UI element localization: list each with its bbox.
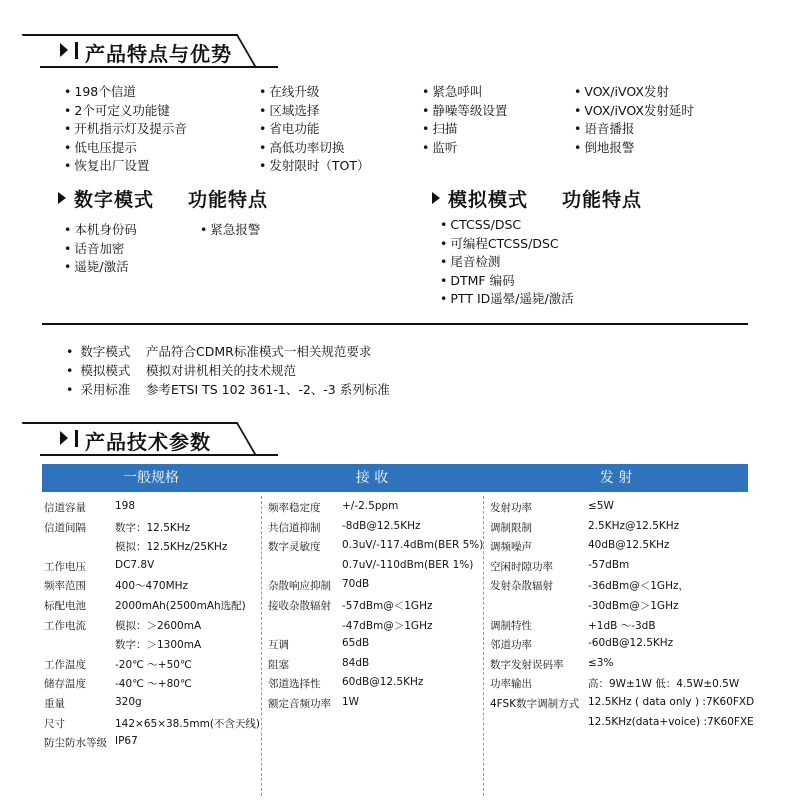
- header-receive: 接 收: [355, 470, 389, 486]
- feature-item: • 扫描: [422, 120, 507, 139]
- feature-item: • 在线升级: [259, 83, 370, 102]
- receive-spec-label: 数字灵敏度: [268, 541, 321, 554]
- receive-spec-value: 65dB: [342, 637, 370, 650]
- transmit-spec-label: 发射杂散辐射: [490, 580, 553, 593]
- feature-item: • VOX/iVOX发射延时: [574, 102, 694, 121]
- general-spec-label: 防尘防水等级: [44, 737, 107, 750]
- transmit-spec-label: 空闲时隙功率: [490, 560, 553, 573]
- transmit-spec-value: 2.5KHz@12.5KHz: [588, 519, 680, 532]
- analog-title: 模拟模式: [448, 189, 529, 211]
- triangle-icon: [60, 43, 68, 57]
- feature-item: • 恢复出厂设置: [64, 157, 187, 176]
- standard-label: • 模拟模式: [66, 361, 142, 380]
- general-spec-value: 数字：＞1300mA: [115, 639, 202, 652]
- receive-spec-value: -47dBm@＞1GHz: [342, 619, 433, 632]
- analog-subtitle: 功能特点: [562, 189, 643, 211]
- feature-list-3: [422, 83, 507, 157]
- section-title: 产品特点与优势: [85, 42, 232, 66]
- feature-item: • 倒地报警: [574, 139, 694, 158]
- general-spec-value: 320g: [115, 696, 142, 708]
- general-spec-value: 模拟：＞2600mA: [115, 619, 202, 632]
- digital-feature-list-1: [64, 221, 137, 277]
- receive-spec-label: 邻道选择性: [268, 678, 321, 691]
- digital-feature-item: • 紧急报警: [200, 221, 260, 240]
- transmit-spec-value: -30dBm@＞1GHz: [588, 600, 679, 612]
- transmit-spec-label: 功率输出: [490, 678, 532, 691]
- transmit-spec-label: 调频噪声: [490, 541, 532, 554]
- standard-row: [66, 342, 390, 361]
- digital-feature-list-2: [200, 221, 260, 240]
- receive-spec-label: 频率稳定度: [268, 502, 321, 514]
- feature-item: • 静噪等级设置: [422, 102, 507, 121]
- digital-subtitle: 功能特点: [188, 189, 269, 211]
- general-spec-value: 198: [115, 500, 136, 512]
- feature-item: • 198个信道: [64, 83, 187, 102]
- transmit-spec-label: 调制限制: [490, 521, 532, 534]
- analog-feature-list: [440, 216, 574, 309]
- general-spec-value: 模拟：12.5KHz/25KHz: [115, 541, 228, 554]
- standards-list: [66, 342, 390, 399]
- bar-divider: [75, 430, 78, 447]
- general-spec-label: 重量: [44, 698, 65, 710]
- header-general: 一般规格: [123, 470, 179, 486]
- transmit-spec-value: 40dB@12.5KHz: [588, 539, 670, 552]
- transmit-spec-value: -60dB@12.5KHz: [588, 637, 674, 650]
- standard-label: • 数字模式: [66, 342, 142, 361]
- standard-row: [66, 380, 390, 399]
- feature-item: • 区域选择: [259, 102, 370, 121]
- general-spec-value: -20℃ ～+50℃: [115, 658, 192, 671]
- receive-spec-value: 70dB: [342, 578, 370, 591]
- section-title: 产品技术参数: [85, 430, 211, 454]
- analog-feature-item: • 尾音检测: [440, 253, 574, 272]
- feature-list-1: [64, 83, 187, 176]
- general-spec-value: IP67: [115, 735, 138, 748]
- feature-item: • 2个可定义功能键: [64, 102, 187, 121]
- feature-item: • 紧急呼叫: [422, 83, 507, 102]
- analog-feature-item: • DTMF 编码: [440, 272, 574, 291]
- receive-spec-label: 杂散响应抑制: [268, 580, 331, 593]
- receive-spec-value: +/-2.5ppm: [342, 500, 399, 512]
- digital-feature-item: • 话音加密: [64, 240, 137, 259]
- section-header-features: [40, 34, 300, 68]
- standard-row: [66, 361, 390, 380]
- general-spec-label: 标配电池: [44, 600, 86, 612]
- feature-list-4: [574, 83, 694, 157]
- general-spec-value: 400～470MHz: [115, 580, 189, 593]
- standard-value: 产品符合CDMR标准模式一相关规范要求: [146, 344, 372, 359]
- transmit-spec-value: 高：9W±1W 低：4.5W±0.5W: [588, 678, 740, 691]
- transmit-spec-label: 邻道功率: [490, 639, 532, 652]
- standard-value: 模拟对讲机相关的技术规范: [146, 363, 297, 378]
- general-spec-label: 频率范围: [44, 580, 86, 593]
- feature-item: • 高低功率切换: [259, 139, 370, 158]
- section-header-specs: [40, 422, 300, 456]
- receive-spec-value: 0.3uV/-117.4dBm(BER 5%): [342, 539, 484, 552]
- feature-list-2: [259, 83, 370, 176]
- digital-mode-heading: [58, 185, 268, 212]
- receive-spec-label: 共信道抑制: [268, 521, 321, 534]
- digital-feature-item: • 本机身份码: [64, 221, 137, 240]
- analog-mode-heading: [432, 185, 642, 212]
- digital-title: 数字模式: [74, 189, 155, 211]
- analog-feature-item: • 可编程CTCSS/DSC: [440, 235, 574, 254]
- receive-spec-value: 0.7uV/-110dBm(BER 1%): [342, 558, 474, 571]
- general-spec-label: 工作温度: [44, 658, 86, 671]
- digital-feature-item: • 遥毙/激活: [64, 258, 137, 277]
- feature-item: • 发射限时（TOT）: [259, 157, 370, 176]
- feature-item: • 语音播报: [574, 120, 694, 139]
- receive-spec-value: 84dB: [342, 656, 370, 669]
- transmit-spec-value: 12.5KHz(data+voice) :7K60FXE: [588, 715, 754, 728]
- transmit-spec-label: 数字发射误码率: [490, 658, 564, 671]
- transmit-spec-value: -36dBm@＜1GHz，: [588, 580, 689, 593]
- general-spec-value: -40℃ ～+80℃: [115, 678, 192, 691]
- bar-divider: [75, 42, 78, 59]
- analog-feature-item: • CTCSS/DSC: [440, 216, 574, 235]
- general-spec-value: 2000mAh(2500mAh选配): [115, 600, 246, 612]
- general-spec-label: 工作电压: [44, 560, 86, 573]
- transmit-spec-value: ≤5W: [588, 500, 614, 512]
- feature-item: • 开机指示灯及提示音: [64, 120, 187, 139]
- column-divider: [261, 496, 262, 796]
- triangle-icon: [58, 192, 66, 204]
- transmit-spec-label: 4FSK数字调制方式: [490, 698, 580, 710]
- standard-value: 参考ETSI TS 102 361-1、-2、-3 系列标准: [146, 382, 390, 397]
- receive-spec-label: 阻塞: [268, 658, 289, 671]
- receive-spec-value: -57dBm@＜1GHz: [342, 600, 433, 612]
- feature-item: • 监听: [422, 139, 507, 158]
- receive-spec-value: 60dB@12.5KHz: [342, 676, 424, 689]
- transmit-spec-label: 调制特性: [490, 619, 532, 632]
- triangle-icon: [60, 431, 68, 445]
- general-spec-label: 信道容量: [44, 502, 86, 514]
- feature-item: • 省电功能: [259, 120, 370, 139]
- header-transmit: 发 射: [599, 470, 633, 486]
- general-spec-value: 数字：12.5KHz: [115, 521, 191, 534]
- receive-spec-label: 接收杂散辐射: [268, 600, 331, 612]
- feature-item: • 低电压提示: [64, 139, 187, 158]
- general-spec-label: 工作电流: [44, 619, 86, 632]
- general-spec-label: 尺寸: [44, 717, 65, 730]
- general-spec-label: 储存温度: [44, 678, 86, 691]
- triangle-icon: [432, 192, 440, 204]
- transmit-spec-value: -57dBm: [588, 558, 630, 571]
- analog-feature-item: • PTT ID遥晕/遥毙/激活: [440, 290, 574, 309]
- receive-spec-value: 1W: [342, 696, 360, 708]
- general-spec-value: DC7.8V: [115, 558, 155, 571]
- general-spec-label: 信道间隔: [44, 521, 86, 534]
- transmit-spec-value: ≤3%: [588, 656, 614, 669]
- feature-item: • VOX/iVOX发射: [574, 83, 694, 102]
- transmit-spec-value: 12.5KHz ( data only ) :7K60FXD: [588, 696, 755, 708]
- divider: [42, 323, 748, 325]
- receive-spec-label: 互调: [268, 639, 289, 652]
- transmit-spec-value: +1dB ～-3dB: [588, 619, 656, 632]
- general-spec-value: 142×65×38.5mm(不含天线): [115, 717, 261, 730]
- receive-spec-label: 额定音频功率: [268, 698, 331, 710]
- standard-label: • 采用标准: [66, 380, 142, 399]
- receive-spec-value: -8dB@12.5KHz: [342, 519, 421, 532]
- transmit-spec-label: 发射功率: [490, 502, 532, 514]
